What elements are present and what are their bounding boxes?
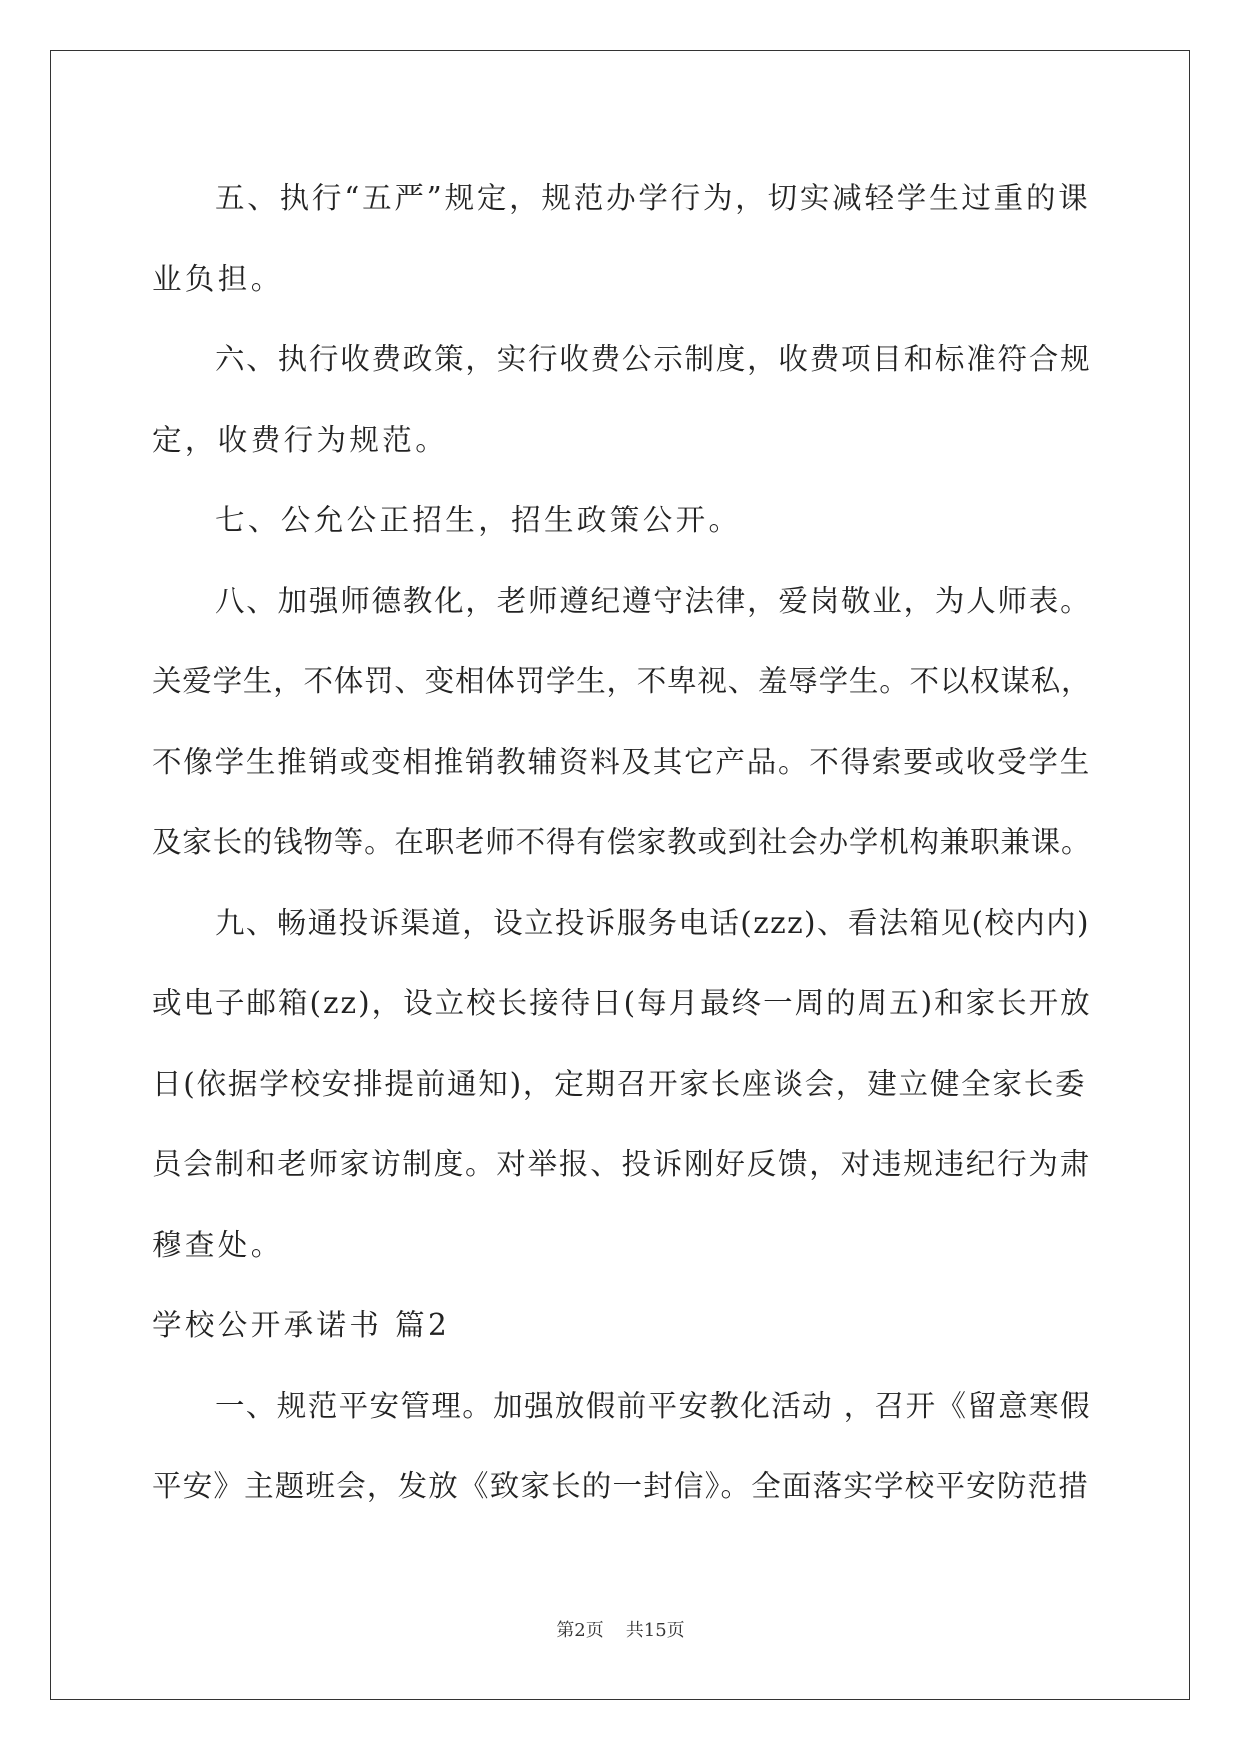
text-line: 一、规范平安管理。加强放假前平安教化活动 ，召开《留意寒假	[215, 1388, 1091, 1423]
text-line: 业负担。	[152, 261, 284, 296]
text-line: 九、畅通投诉渠道，设立投诉服务电话(zzz)、看法箱见(校内内)	[215, 905, 1090, 940]
text-line: 或电子邮箱(zz)，设立校长接待日(每月最终一周的周五)和家长开放	[152, 986, 1092, 1020]
text-line: 八、加强师德教化，老师遵纪遵守法律，爱岗敬业，为人师表。	[215, 583, 1092, 618]
text-line: 穆查处。	[152, 1227, 284, 1262]
text-line: 五、执行“五严”规定，规范办学行为，切实减轻学生过重的课	[215, 181, 1091, 215]
page-number: 第2页	[556, 1620, 604, 1641]
text-line: 日(依据学校安排提前通知)，定期召开家长座谈会，建立健全家长委	[152, 1066, 1087, 1101]
text-line: 六、执行收费政策，实行收费公示制度，收费项目和标准符合规	[215, 342, 1092, 376]
document-body	[152, 158, 1092, 1527]
text-line: 学校公开承诺书 篇2	[152, 1308, 451, 1342]
text-line: 及家长的钱物等。在职老师不得有偿家教或到社会办学机构兼职兼课。	[152, 825, 1092, 859]
text-line: 不像学生推销或变相推销教辅资料及其它产品。不得索要或收受学生	[152, 744, 1092, 779]
text-line: 关爱学生，不体罚、变相体罚学生，不卑视、羞辱学生。不以权谋私，	[152, 664, 1092, 698]
page-footer	[0, 1616, 1241, 1642]
page-total: 共15页	[625, 1620, 685, 1641]
text-line: 定，收费行为规范。	[152, 422, 449, 457]
text-line: 员会制和老师家访制度。对举报、投诉刚好反馈，对违规违纪行为肃	[152, 1147, 1092, 1181]
text-line: 平安》主题班会，发放《致家长的一封信》。全面落实学校平安防范措	[152, 1469, 1089, 1503]
text-line: 七、公允公正招生，招生政策公开。	[215, 503, 742, 537]
